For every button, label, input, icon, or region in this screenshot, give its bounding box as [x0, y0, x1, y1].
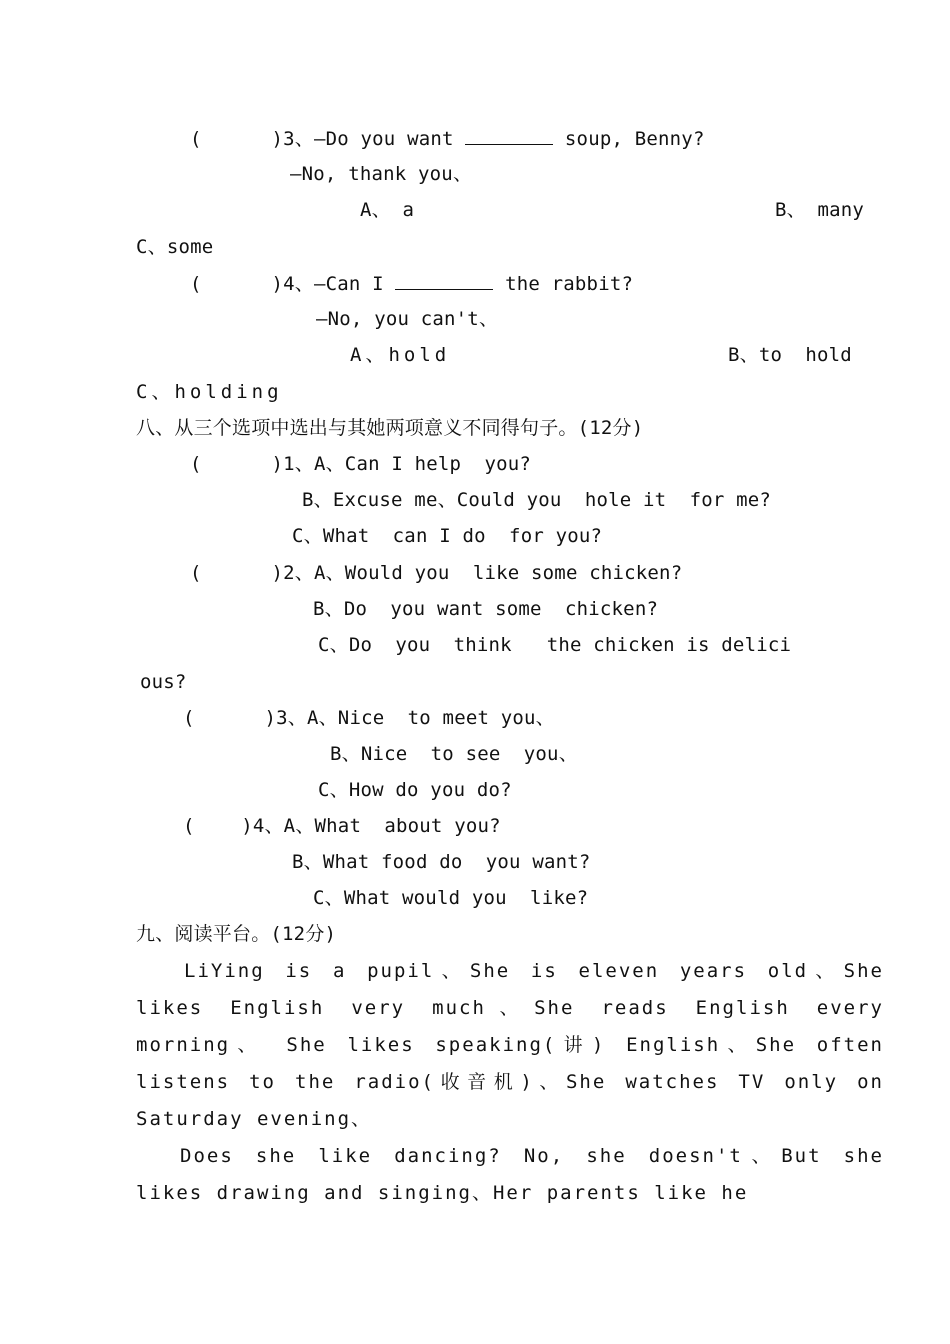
reading-paragraph: LiYing is a pupil、She is eleven years old、She likes English very much、She reads English every morning、 She likes speaking(讲) English、She often listens to the radio(收音机)、She watches TV only on Saturday evening、 [136, 960, 884, 1130]
answer-blank[interactable] [465, 126, 553, 145]
answer-paren[interactable]: ( ) [190, 273, 284, 295]
question-stem-end: the rabbit? [493, 273, 634, 295]
dialogue-reply: —No, you can't、 [316, 308, 499, 330]
option-c: C、some [136, 236, 214, 258]
option-b: B、Nice to see you、 [330, 743, 578, 765]
option-b: B、 many [775, 199, 865, 221]
option-a: 3、A、Nice to meet you、 [276, 707, 555, 729]
option-c-continued: ous? [140, 671, 187, 693]
option-a: A、 a [360, 199, 415, 221]
option-c: C、What can I do for you? [292, 525, 603, 547]
answer-blank[interactable] [395, 271, 493, 290]
question-stem: 4、—Can I [283, 273, 396, 295]
option-b: B、Excuse me、Could you hole it for me? [302, 489, 772, 511]
section-heading: 八、从三个选项中选出与其她两项意义不同得句子。(12分) [136, 417, 644, 439]
answer-paren[interactable]: ( ) [190, 453, 284, 475]
option-a: 1、A、Can I help you? [283, 453, 532, 475]
option-a: 4、A、What about you? [252, 815, 501, 837]
question-row [190, 271, 633, 296]
question-stem-end: soup, Benny? [553, 128, 705, 150]
reading-paragraph: Does she like dancing? No, she doesn't、But she likes drawing and singing、Her parents like he [136, 1145, 884, 1204]
answer-paren[interactable]: ( ) [183, 815, 253, 837]
option-c: C、What would you like? [313, 887, 589, 909]
question-row [183, 814, 501, 838]
answer-paren[interactable]: ( ) [190, 562, 284, 584]
question-row [190, 452, 531, 476]
option-b: B、to hold [728, 344, 852, 366]
option-c: C、How do you do? [318, 779, 512, 801]
dialogue-reply: —No, thank you、 [290, 163, 473, 185]
section-heading: 九、阅读平台。(12分) [136, 923, 337, 945]
option-b: B、What food do you want? [292, 851, 591, 873]
question-row [190, 561, 682, 585]
option-c: C、holding [136, 381, 283, 403]
answer-paren[interactable]: ( ) [183, 707, 277, 729]
option-b: B、Do you want some chicken? [313, 598, 659, 620]
question-stem: 3、—Do you want [283, 128, 466, 150]
option-a: 2、A、Would you like some chicken? [283, 562, 683, 584]
question-row [183, 706, 555, 730]
option-c: C、Do you think the chicken is delici [318, 634, 792, 656]
question-row [190, 126, 705, 151]
answer-paren[interactable]: ( ) [190, 128, 284, 150]
option-a: A、hold [350, 344, 451, 366]
